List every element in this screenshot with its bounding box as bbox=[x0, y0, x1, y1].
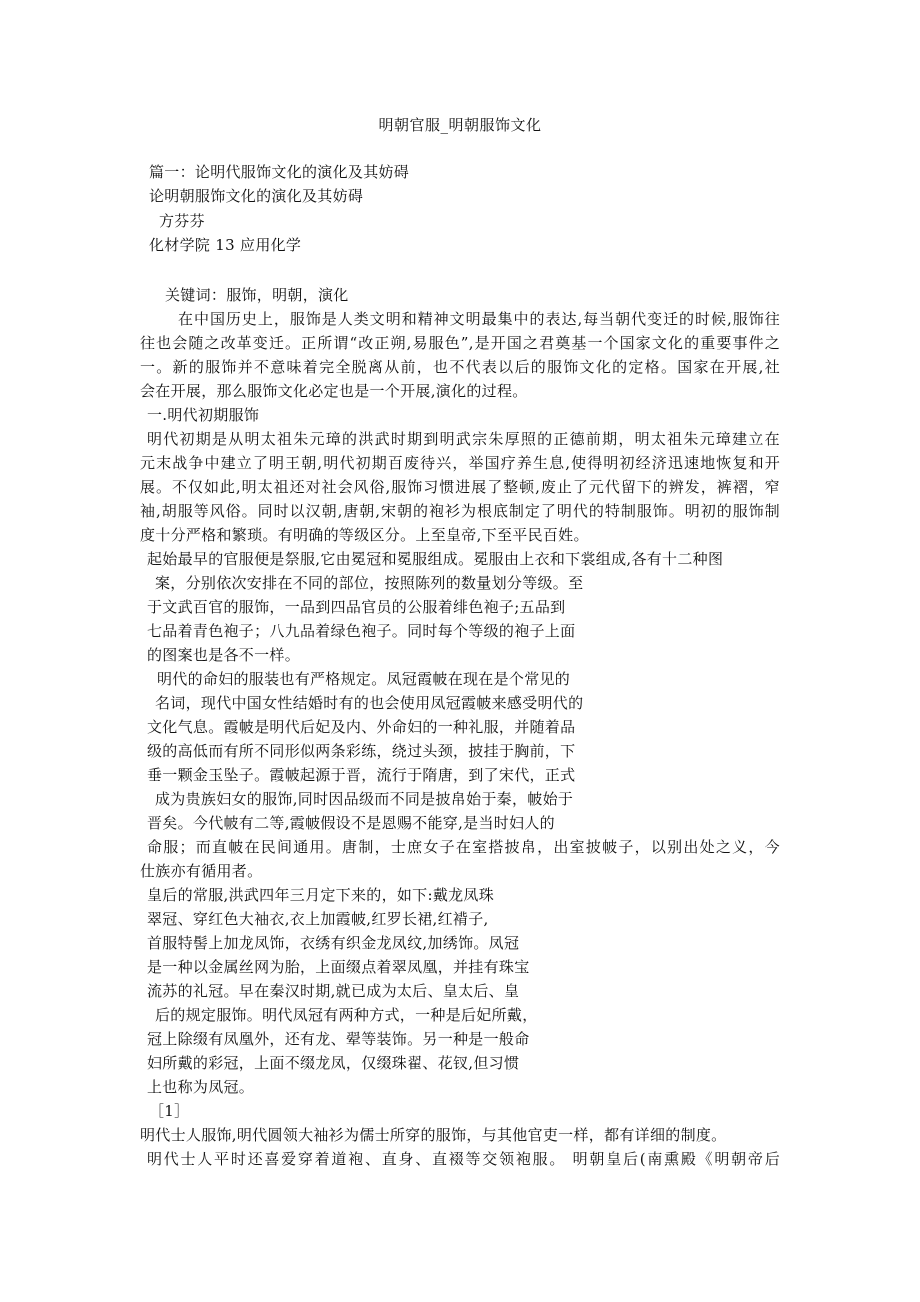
article-subtitle: 论明朝服饰文化的演化及其妨碍 bbox=[149, 187, 364, 205]
paragraph-line: 名词，现代中国女性结婚时有的也会使用凤冠霞帔来感受明代的 bbox=[155, 694, 584, 712]
paragraph-line: 晋矣。今代帔有二等,霞帔假设不是恩赐不能穿,是当时妇人的 bbox=[147, 814, 555, 832]
paragraph-line: 案，分别依次安排在不同的部位，按照陈列的数量划分等级。至 bbox=[155, 574, 584, 592]
paragraph-line: 是一种以金属丝网为胎，上面缀点着翠凤凰，并挂有珠宝 bbox=[147, 958, 530, 976]
paragraph-line: 成为贵族妇女的服饰,同时因品级而不同是披帛始于秦，帔始于 bbox=[155, 790, 574, 808]
paragraph-line: 首服特髻上加龙凤饰，衣绣有织金龙凤纹,加绣饰。凤冠 bbox=[147, 934, 520, 952]
paragraph-line: 皇后的常服,洪武四年三月定下来的，如下:戴龙凤珠 bbox=[147, 886, 495, 904]
paragraph-line: 明代士人平时还喜爱穿着道袍、直身、直裰等交领袍服。 明朝皇后(南熏殿《明朝帝后 bbox=[147, 1150, 780, 1168]
paragraph-line: 会在开展，那么服饰文化必定也是一个开展,演化的过程。 bbox=[140, 382, 528, 400]
paragraph-line: 文化气息。霞帔是明代后妃及内、外命妇的一种礼服，并随着品 bbox=[147, 718, 576, 736]
paragraph-line: 明代初期是从明太祖朱元璋的洪武时期到明武宗朱厚照的正德前期，明太祖朱元璋建立在 bbox=[147, 430, 780, 448]
paragraph-line: 后的规定服饰。明代凤冠有两种方式，一种是后妃所戴， bbox=[155, 1006, 538, 1024]
paragraph-line: 元末战争中建立了明王朝,明代初期百废待兴，举国疗养生息,使得明初经济迅速地恢复和开 bbox=[140, 454, 780, 472]
paragraph-line: 在中国历史上，服饰是人类文明和精神文明最集中的表达,每当朝代变迁的时候,服饰往 bbox=[178, 310, 780, 328]
paragraph-line: 一。新的服饰并不意味着完全脱离从前，也不代表以后的服饰文化的定格。国家在开展,社 bbox=[140, 358, 780, 376]
paragraph-line: 明代的命妇的服装也有严格规定。凤冠霞帔在现在是个常见的 bbox=[157, 670, 571, 688]
paragraph-line: 流苏的礼冠。早在秦汉时期,就已成为太后、皇太后、皇 bbox=[147, 982, 520, 1000]
paragraph-line: 起始最早的官服便是祭服,它由冕冠和冕服组成。冕服由上衣和下裳组成,各有十二种图 bbox=[147, 550, 724, 568]
paragraph-line: 仕族亦有循用者。 bbox=[140, 862, 263, 880]
author-affiliation: 化材学院 13 应用化学 bbox=[149, 236, 302, 254]
paragraph-line: 级的高低而有所不同形似两条彩练，绕过头颈，披挂于胸前，下 bbox=[147, 742, 576, 760]
paragraph-line: 的图案也是各不一样。 bbox=[147, 646, 301, 664]
paragraph-line: 往也会随之改革变迁。正所谓“改正朔,易服色”,是开国之君奠基一个国家文化的重要事件之 bbox=[140, 334, 780, 352]
paragraph-line: 于文武百官的服饰，一品到四品官员的公服着绯色袍子;五品到 bbox=[147, 598, 566, 616]
paragraph-line: 妇所戴的彩冠，上面不缀龙凤，仅缀珠翟、花钗,但习惯 bbox=[147, 1054, 520, 1072]
paragraph-line: 袖,胡服等风俗。同时以汉朝,唐朝,宋朝的袍衫为根底制定了明代的特制服饰。明初的服饰制 bbox=[140, 502, 780, 520]
paragraph-line: 上也称为凤冠。 bbox=[147, 1078, 255, 1096]
footnote-reference: ［1］ bbox=[149, 1102, 190, 1120]
keywords: 关键词：服饰，明朝，演化 bbox=[165, 286, 349, 304]
paragraph-line: 七品着青色袍子；八九品着绿色袍子。同时每个等级的袍子上面 bbox=[147, 622, 576, 640]
page-title: 明朝官服_明朝服饰文化 bbox=[378, 116, 542, 134]
paragraph-line: 度十分严格和繁琐。有明确的等级区分。上至皇帝,下至平民百姓。 bbox=[140, 526, 589, 544]
article-heading: 篇一：论明代服饰文化的演化及其妨碍 bbox=[149, 163, 410, 181]
author-name: 方芬芬 bbox=[159, 212, 205, 230]
paragraph-line: 翠冠、穿红色大袖衣,衣上加霞帔,红罗长裙,红褙子, bbox=[147, 910, 489, 928]
paragraph-line: 冠上除缀有凤凰外，还有龙、翚等装饰。另一种是一般命 bbox=[147, 1030, 530, 1048]
paragraph-line: 明代士人服饰,明代圆领大袖衫为儒士所穿的服饰，与其他官吏一样，都有详细的制度。 bbox=[140, 1126, 727, 1144]
paragraph-line: 垂一颗金玉坠子。霞帔起源于晋，流行于隋唐，到了宋代，正式 bbox=[147, 766, 576, 784]
paragraph-line: 命服；而直帔在民间通用。唐制，士庶女子在室搭披帛，出室披帔子，以别出处之义，今 bbox=[147, 838, 780, 856]
paragraph-line: 展。不仅如此,明太祖还对社会风俗,服饰习惯进展了整顿,废止了元代留下的辨发，裤褶，窄 bbox=[140, 478, 780, 496]
section-heading: 一.明代初期服饰 bbox=[147, 406, 260, 424]
